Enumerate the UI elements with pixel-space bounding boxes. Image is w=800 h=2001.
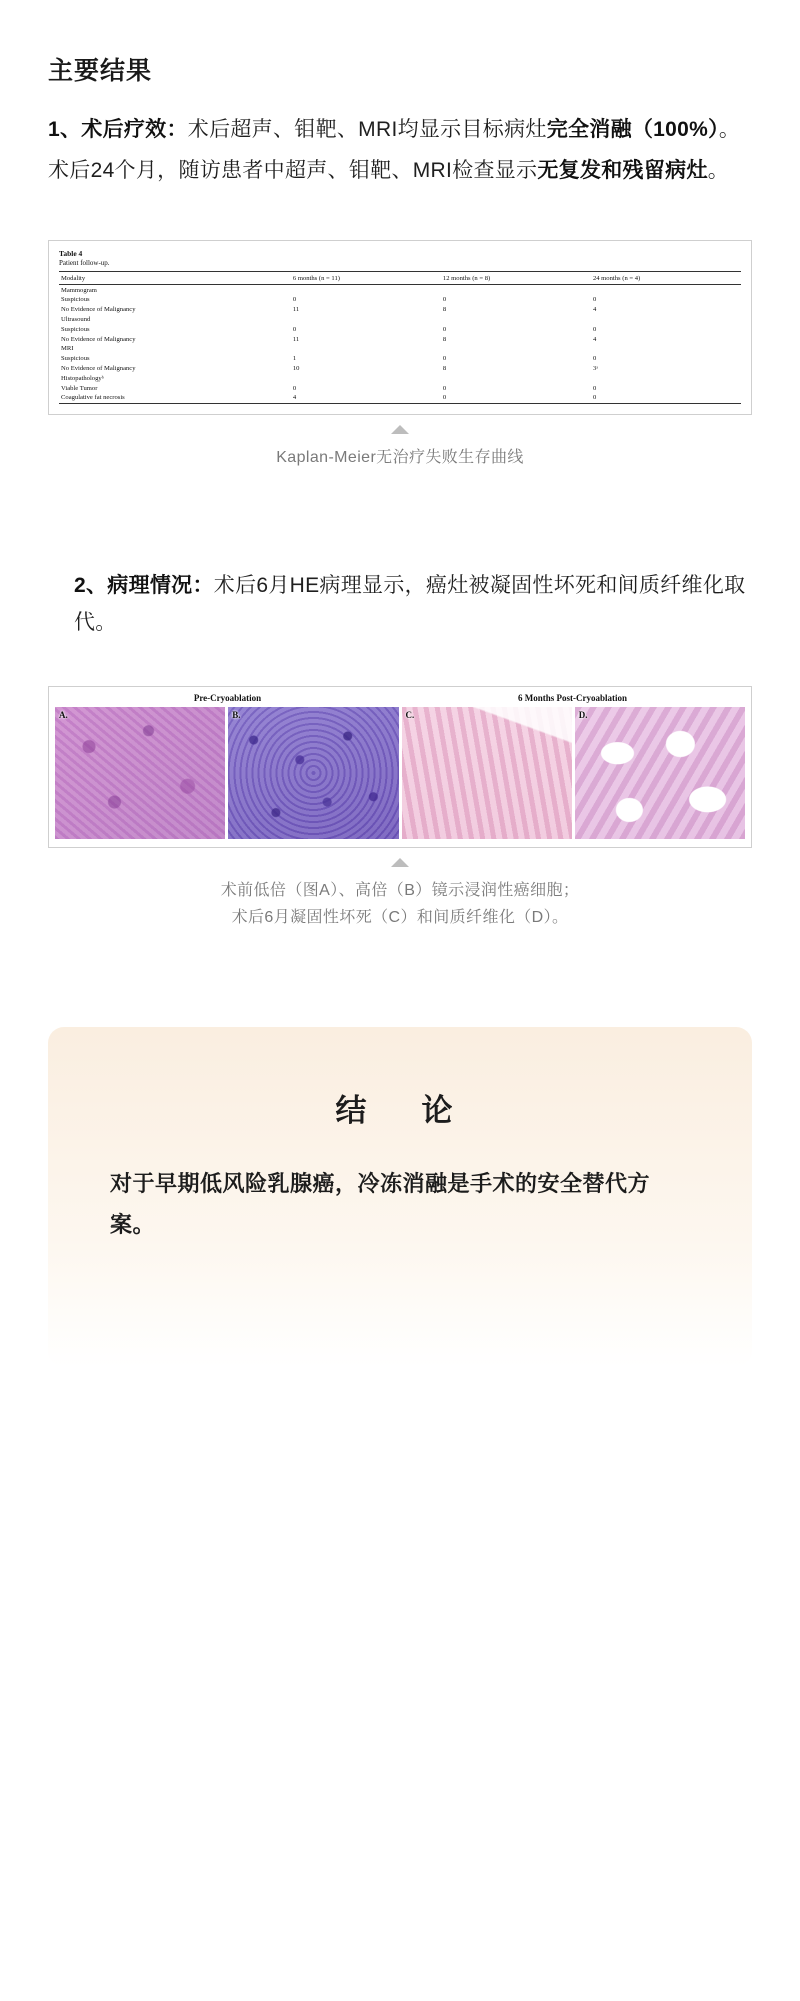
histology-panel-d: [575, 707, 745, 839]
result-1-emphasis-1: 完全消融（100%）: [546, 118, 719, 141]
table-row: [59, 373, 741, 383]
table-row: [59, 364, 741, 374]
result-2-block: [48, 567, 752, 642]
histology-headers: [55, 693, 745, 703]
table-cell-label: Histopathologyᵇ: [61, 374, 104, 382]
table-cell-value: [291, 285, 441, 295]
table-row: [59, 334, 741, 344]
table-cell-value: 0: [442, 325, 447, 333]
conclusion-card: [48, 1027, 752, 1367]
table-cell-value: 0: [592, 355, 597, 363]
table-figure-inner: [49, 241, 751, 414]
table-cell-value: 0: [292, 325, 297, 333]
table-cell-value: [441, 344, 591, 354]
table-cell-value: 1: [292, 355, 297, 363]
conclusion-title: 结 论: [335, 1093, 465, 1128]
table-label: Table 4: [59, 248, 83, 258]
table-cell-value: 0: [442, 296, 447, 304]
table-cell-value: 10: [292, 364, 300, 372]
table-cell-value: 4: [592, 335, 597, 343]
table-cell-label: Suspicious: [61, 325, 90, 333]
table-cell-value: 0: [442, 384, 447, 392]
table-head: [59, 272, 741, 285]
table-cell-label: Coagulative fat necrosis: [59, 393, 291, 403]
histology-header-pre: Pre-Cryoablation: [193, 692, 262, 703]
table-cell-value: [591, 344, 741, 354]
table-row: [59, 344, 741, 354]
result-1-text-c: 术后24个月，随访患者中超声、钼靶、MRI检查显示: [48, 159, 538, 183]
table-row: [59, 393, 741, 403]
histology-caption-line-2: 术后6月凝固性坏死（C）和间质纤维化（D）。: [231, 908, 569, 926]
table-cell-value: [441, 315, 591, 325]
table-cell-label: No Evidence of Malignancy: [61, 364, 136, 372]
table-cell-value: 11: [292, 306, 300, 314]
table-cell-value: [591, 373, 741, 383]
table-cell-value: [591, 315, 741, 325]
histology-caption-line-1: 术前低倍（图A）、高倍（B）镜示浸润性癌细胞；: [220, 881, 580, 899]
table-row: [59, 295, 741, 305]
spacer: [48, 196, 752, 240]
spacer: [48, 642, 752, 686]
table-cell-value: [441, 373, 591, 383]
result-1-paragraph-1: [48, 111, 752, 148]
table-header-row: [59, 272, 741, 285]
panel-label-c: C.: [405, 709, 415, 720]
result-1-paragraph-2: [48, 152, 752, 189]
table-cell-value: 0: [591, 393, 741, 403]
table-row: [59, 383, 741, 393]
table-figure-caption: Kaplan-Meier无治疗失败生存曲线: [276, 448, 524, 466]
result-2-paragraph: [74, 567, 752, 642]
histology-panel-a: [55, 707, 225, 839]
table-cell-value: 3ᵃ: [592, 364, 599, 372]
table-figure: [48, 240, 752, 471]
histology-figure: [48, 686, 752, 931]
table-row: [59, 305, 741, 315]
table-cell-value: [291, 344, 441, 354]
table-cell-value: 4: [592, 306, 597, 314]
table-cell-value: 0: [441, 393, 591, 403]
result-1-text-b: 。: [718, 118, 741, 141]
table-figure-frame: [48, 240, 752, 415]
page-title: 主要结果: [48, 57, 153, 85]
table-cell-label: Mammogram: [61, 286, 97, 294]
table-cell-value: [291, 373, 441, 383]
histology-panels: [55, 707, 745, 839]
table-row: [59, 354, 741, 364]
result-2-lead: 2、病理情况：: [74, 573, 214, 597]
result-1-text-a: 术后超声、钼靶、MRI均显示目标病灶: [187, 118, 547, 141]
histology-header-post: 6 Months Post-Cryoablation: [517, 692, 627, 703]
table-col-6months: 6 months (n = 11): [291, 272, 441, 285]
table-row: [59, 324, 741, 334]
histology-panel-c: [402, 707, 572, 839]
table-cell-value: 0: [592, 384, 597, 392]
table-cell-value: 11: [292, 335, 300, 343]
table-col-modality: Modality: [59, 272, 291, 285]
table-cell-value: 0: [292, 384, 297, 392]
result-1-emphasis-2: 无复发和残留病灶: [537, 159, 708, 183]
result-2-text: 术后6月HE病理显示，癌灶被凝固性坏死和间质纤维化取代。: [74, 573, 746, 635]
panel-label-b: B.: [232, 709, 241, 720]
table-cell-label: MRI: [61, 345, 74, 353]
table-cell-value: 0: [592, 325, 597, 333]
table-cell-value: 0: [292, 296, 297, 304]
table-subtitle: Patient follow-up.: [59, 258, 110, 267]
table-row: [59, 315, 741, 325]
spacer: [48, 471, 752, 567]
table-cell-label: Suspicious: [61, 355, 90, 363]
spacer: [48, 931, 752, 1027]
conclusion-body: 对于早期低风险乳腺癌，冷冻消融是手术的安全替代方案。: [110, 1171, 651, 1237]
table-cell-value: 8: [442, 364, 447, 372]
panel-label-a: A.: [59, 709, 68, 720]
result-1-block: [48, 111, 752, 190]
table-cell-label: Viable Tumor: [61, 384, 98, 392]
table-row: [59, 285, 741, 295]
table-cell-label: Ultrasound: [61, 316, 91, 324]
table-cell-label: No Evidence of Malignancy: [61, 306, 136, 314]
caret-up-icon: [391, 858, 409, 867]
table-col-24months: 24 months (n = 4): [591, 272, 741, 285]
table-cell-label: Suspicious: [61, 296, 90, 304]
patient-follow-up-table: [59, 271, 741, 403]
table-cell-value: [591, 285, 741, 295]
table-cell-value: 4: [291, 393, 441, 403]
table-cell-value: 8: [442, 335, 447, 343]
table-cell-label: No Evidence of Malignancy: [61, 335, 136, 343]
histology-figure-caption: [48, 877, 752, 931]
histology-figure-frame: [48, 686, 752, 848]
result-1-lead: 1、术后疗效：: [48, 118, 188, 141]
panel-label-d: D.: [578, 709, 588, 720]
table-body: [59, 285, 741, 403]
histology-panel-b: [228, 707, 398, 839]
caret-up-icon: [391, 425, 409, 434]
table-cell-value: 0: [442, 355, 447, 363]
table-col-12months: 12 months (n = 8): [441, 272, 591, 285]
table-cell-value: [291, 315, 441, 325]
table-cell-value: 8: [442, 306, 447, 314]
table-cell-value: [441, 285, 591, 295]
result-1-text-d: 。: [707, 159, 730, 183]
table-cell-value: 0: [592, 296, 597, 304]
